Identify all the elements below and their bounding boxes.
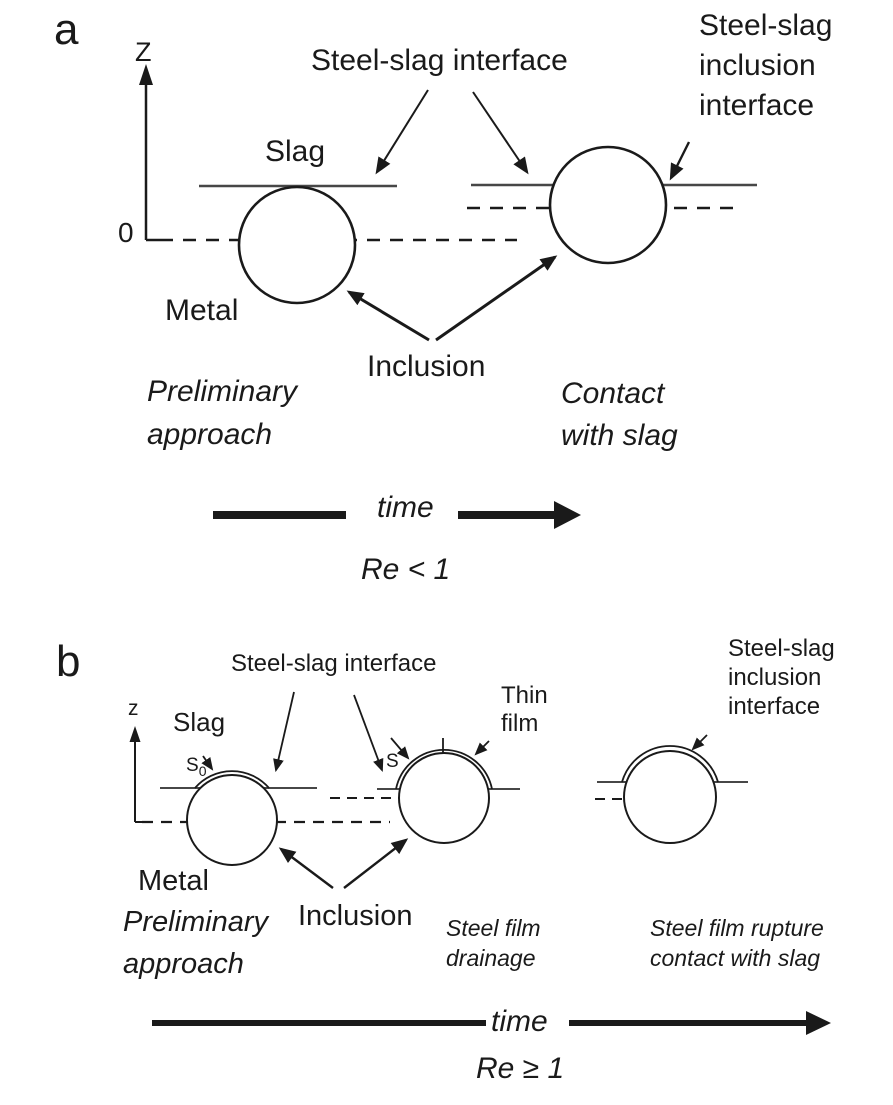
inclusion-circle-b-drainage [399, 753, 489, 843]
stage-caption-preliminary-approach-a [147, 370, 297, 456]
label-line: inclusion [699, 49, 816, 82]
inclusion-interface-pointer-arrow-b [693, 735, 707, 749]
time-label-b: time [491, 1005, 548, 1038]
caption-line: approach [147, 418, 273, 451]
inclusion-circle-b-approach [187, 775, 277, 865]
caption-line: with slag [561, 419, 678, 452]
panel-b-label: b [56, 637, 81, 686]
inclusion-pointer-arrow-b-right [344, 840, 406, 888]
label-line: Steel-slag [699, 9, 833, 42]
origin-label-a: 0 [118, 217, 134, 248]
label-line: film [501, 710, 539, 737]
inclusion-circle-b-rupture [624, 751, 716, 843]
interface-pointer-arrow-a-right [473, 92, 527, 172]
label-line: Steel-slag [728, 635, 835, 662]
slag-label-b: Slag [173, 707, 226, 737]
stage-caption-contact-with-slag-a [561, 373, 678, 457]
inclusion-interface-pointer-arrow-a [671, 142, 689, 178]
caption-line: Preliminary [123, 906, 269, 938]
z-axis-b [130, 726, 143, 822]
caption-line: drainage [446, 945, 536, 971]
stage-caption-steel-film-rupture [650, 913, 824, 973]
time-arrowhead-a [554, 501, 581, 529]
steel-slag-interface-label-a: Steel-slag interface [311, 44, 568, 77]
regime-label-b: Re ≥ 1 [476, 1052, 565, 1085]
thin-film-label [501, 682, 548, 738]
inclusion-pointer-arrow-b-left [281, 849, 333, 888]
metal-label-b: Metal [138, 865, 209, 897]
label-line: Thin [501, 682, 548, 709]
steel-slag-interface-label-b: Steel-slag interface [231, 650, 437, 677]
caption-line: contact with slag [650, 945, 821, 971]
label-line: interface [699, 89, 815, 122]
inclusion-circle-a-contact [550, 147, 666, 263]
interface-pointer-arrow-a-left [377, 90, 428, 172]
caption-line: Steel film rupture [650, 915, 824, 941]
thin-film-pointer-arrow [476, 741, 489, 754]
film-thickness-initial-label [186, 755, 206, 779]
inclusion-pointer-arrow-a-left [349, 292, 429, 340]
panel-a-label: a [54, 5, 79, 54]
stage-caption-preliminary-approach-b [123, 901, 268, 985]
time-arrowhead-b [806, 1011, 831, 1035]
time-label-a: time [377, 491, 434, 524]
inclusion-label-a: Inclusion [367, 350, 486, 383]
caption-line: approach [123, 948, 244, 980]
steel-slag-inclusion-interface-label-b [728, 634, 835, 721]
caption-line: Steel film [446, 915, 541, 941]
caption-line: Contact [561, 377, 665, 410]
stage-caption-steel-film-drainage [446, 913, 541, 973]
z-axis-a [139, 64, 160, 240]
label-line: interface [728, 693, 821, 720]
z-axis-label-a: Z [135, 37, 152, 67]
film-thickness-initial-subscript: 0 [198, 762, 207, 779]
inclusion-label-b: Inclusion [298, 900, 413, 932]
caption-line: Preliminary [147, 375, 298, 408]
regime-label-a: Re < 1 [361, 553, 451, 586]
label-line: inclusion [728, 664, 822, 691]
metal-label-a: Metal [165, 294, 239, 327]
film-thickness-initial-symbol: S [186, 755, 199, 776]
interface-pointer-arrow-b-right [354, 695, 382, 770]
slag-label-a: Slag [265, 135, 326, 168]
inclusion-pointer-arrow-a-right [436, 257, 555, 340]
interface-pointer-arrow-b-left [276, 692, 294, 770]
z-axis-label-b: z [128, 697, 139, 720]
film-thickness-label: S [386, 751, 399, 772]
steel-slag-inclusion-interface-label-a [699, 6, 832, 126]
inclusion-circle-a-approach [239, 187, 355, 303]
z-axis-arrowhead-b [130, 726, 141, 742]
